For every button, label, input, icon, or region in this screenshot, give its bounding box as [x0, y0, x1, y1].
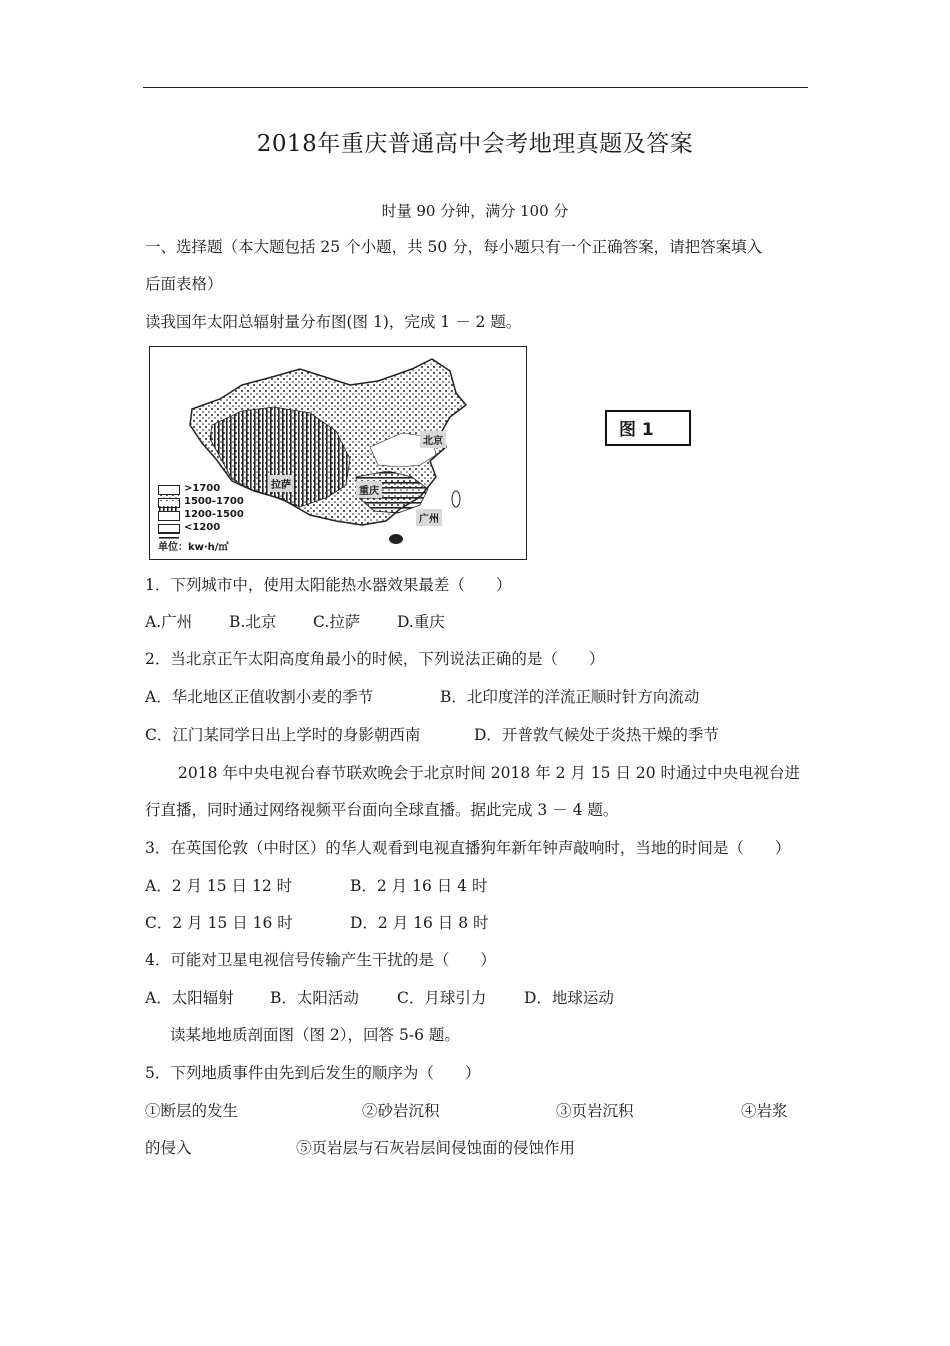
question-5-item-4: ④岩浆: [741, 1102, 788, 1120]
section-heading-cont: 后面表格）: [145, 275, 223, 293]
question-2-option-d: D．开普敦气候处于炎热干燥的季节: [474, 726, 719, 744]
question-4-option-b: B．太阳活动: [270, 989, 359, 1007]
header-rule: [143, 87, 808, 88]
question-3-stem: 3．在英国伦敦（中时区）的华人观看到电视直播狗年新年钟声敲响时，当地的时间是（ ）: [145, 839, 791, 857]
question-5-item-5: ⑤页岩层与石灰岩层间侵蚀面的侵蚀作用: [296, 1139, 576, 1157]
tv-intro-line-2: 行直播，同时通过网络视频平台面向全球直播。据此完成 3 － 4 题。: [145, 801, 619, 819]
question-5-item-3: ③页岩沉积: [556, 1102, 634, 1120]
geology-intro: 读某地地质剖面图（图 2），回答 5-6 题。: [170, 1026, 460, 1044]
question-1-stem: 1．下列城市中，使用太阳能热水器效果最差（ ）: [145, 576, 512, 594]
legend-unit: 单位：kw·h/㎡: [158, 542, 229, 553]
question-1-option-c: C.拉萨: [313, 613, 361, 631]
document-title: 2018年重庆普通高中会考地理真题及答案: [256, 131, 694, 157]
question-3-option-c: C．2 月 15 日 16 时: [145, 914, 293, 932]
legend-label-2: 1500-1700: [184, 496, 244, 507]
question-1-option-b: B.北京: [229, 613, 277, 631]
city-label-guangzhou: 广州: [416, 509, 442, 526]
question-5-stem: 5．下列地质事件由先到后发生的顺序为（ ）: [145, 1064, 481, 1082]
legend-swatch-blank: [158, 511, 180, 521]
tv-intro-line-1: 2018 年中央电视台春节联欢晚会于北京时间 2018 年 2 月 15 日 20 时通过中央电视台进: [178, 764, 801, 782]
question-1-option-d: D.重庆: [397, 613, 445, 631]
question-5-item-4-cont: 的侵入: [145, 1139, 192, 1157]
legend-label-4: <1200: [184, 522, 221, 533]
question-3-option-a: A．2 月 15 日 12 时: [145, 877, 293, 895]
question-5-item-2: ②砂岩沉积: [362, 1102, 440, 1120]
question-5-item-1: ①断层的发生: [145, 1102, 239, 1120]
city-label-lasa: 拉萨: [268, 475, 294, 492]
city-label-beijing: 北京: [420, 431, 446, 448]
question-4-stem: 4．可能对卫星电视信号传输产生干扰的是（ ）: [145, 951, 496, 969]
question-1-option-a: A.广州: [145, 613, 193, 631]
section-heading: 一、选择题（本大题包括 25 个小题，共 50 分，每小题只有一个正确答案，请把答案填入: [145, 238, 763, 256]
solar-radiation-map: [149, 346, 527, 560]
question-4-option-c: C．月球引力: [397, 989, 487, 1007]
question-2-option-a: A．华北地区正值收割小麦的季节: [145, 688, 374, 706]
legend-label-3: 1200-1500: [184, 509, 244, 520]
map-intro: 读我国年太阳总辐射量分布图(图 1)，完成 1 － 2 题。: [145, 313, 522, 331]
city-label-chongqing: 重庆: [356, 481, 382, 498]
question-4-option-d: D．地球运动: [524, 989, 614, 1007]
legend-label-1: >1700: [184, 483, 221, 494]
legend-swatch-dots: [158, 485, 180, 495]
exam-duration: 时量 90 分钟，满分 100 分: [381, 202, 569, 220]
legend-swatch-vertical: [158, 498, 180, 508]
question-3-option-b: B．2 月 16 日 4 时: [350, 877, 488, 895]
question-2-option-c: C．江门某同学日出上学时的身影朝西南: [145, 726, 421, 744]
legend-swatch-horizontal: [158, 524, 180, 534]
question-2-option-b: B．北印度洋的洋流正顺时针方向流动: [440, 688, 700, 706]
question-2-stem: 2．当北京正午太阳高度角最小的时候，下列说法正确的是（ ）: [145, 650, 605, 668]
question-4-option-a: A．太阳辐射: [145, 989, 234, 1007]
question-3-option-d: D．2 月 16 日 8 时: [350, 914, 489, 932]
figure-label: 图 1: [605, 410, 691, 446]
